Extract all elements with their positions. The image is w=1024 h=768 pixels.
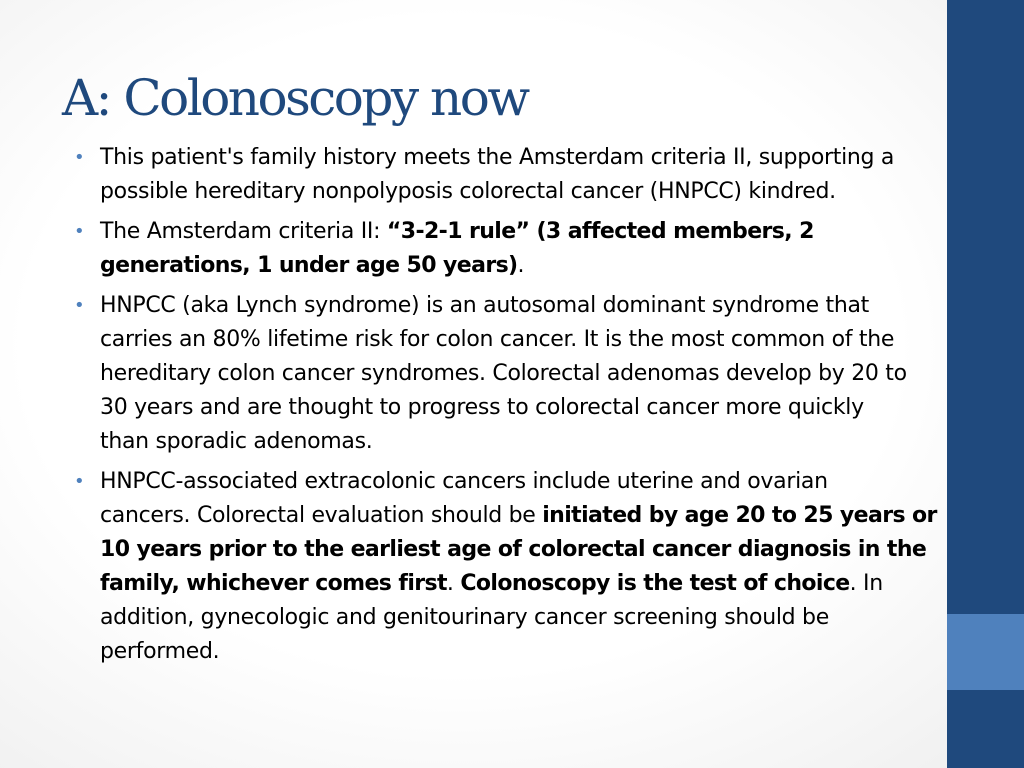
- body-text: cancers. Colorectal evaluation should be: [100, 503, 543, 528]
- bullet-marker: •: [74, 295, 85, 316]
- bold-text: 10 years prior to the earliest age of colorectal cancer diagnosis in the: [100, 537, 927, 562]
- bullet-line: [100, 425, 972, 459]
- bullet-line: [100, 175, 972, 209]
- body-text: HNPCC-associated extracolonic cancers include uterine and ovarian: [100, 469, 828, 494]
- body-text: HNPCC (aka Lynch syndrome) is an autosomal dominant syndrome that: [100, 293, 869, 318]
- bullet-line: [100, 357, 972, 391]
- bullet-line: [100, 601, 972, 635]
- body-text: addition, gynecologic and genitourinary cancer screening should be: [100, 605, 829, 630]
- bullet-line: [100, 215, 972, 249]
- body-text: hereditary colon cancer syndromes. Colorectal adenomas develop by 20 to: [100, 361, 907, 386]
- bold-text: generations, 1 under age 50 years): [100, 253, 518, 278]
- bullet-line: [100, 499, 972, 533]
- bullet-marker: •: [74, 147, 85, 168]
- bullet-line: [100, 567, 972, 601]
- bold-text: Colonoscopy is the test of choice: [460, 571, 850, 596]
- bullet-list: [72, 141, 972, 675]
- bullet-line: [100, 465, 972, 499]
- bold-text: family, whichever comes first: [100, 571, 447, 596]
- body-text: .: [517, 253, 525, 278]
- body-text: possible hereditary nonpolyposis colorectal cancer (HNPCC) kindred.: [100, 179, 836, 204]
- bullet-item: [72, 289, 972, 459]
- bullet-line: [100, 141, 972, 175]
- body-text: performed.: [100, 639, 220, 664]
- slide-title: A: Colonoscopy now: [62, 69, 528, 127]
- bold-text: “3-2-1 rule” (3 affected members, 2: [386, 219, 814, 244]
- bullet-line: [100, 391, 972, 425]
- body-text: The Amsterdam criteria II:: [100, 219, 387, 244]
- bullet-item: [72, 465, 972, 669]
- bullet-marker: •: [74, 221, 85, 242]
- bullet-line: [100, 533, 972, 567]
- bullet-item: [72, 141, 972, 209]
- body-text: carries an 80% lifetime risk for colon cancer. It is the most common of the: [100, 327, 895, 352]
- body-text: 30 years and are thought to progress to colorectal cancer more quickly: [100, 395, 864, 420]
- bold-text: initiated by age 20 to 25 years or: [542, 503, 937, 528]
- body-text: than sporadic adenomas.: [100, 429, 373, 454]
- bullet-line: [100, 249, 972, 283]
- bullet-line: [100, 323, 972, 357]
- bullet-marker: •: [74, 471, 85, 492]
- body-text: .: [446, 571, 461, 596]
- bullet-line: [100, 289, 972, 323]
- body-text: . In: [849, 571, 883, 596]
- bullet-line: [100, 635, 972, 669]
- bullet-item: [72, 215, 972, 283]
- body-text: This patient's family history meets the Amsterdam criteria II, supporting a: [100, 145, 895, 170]
